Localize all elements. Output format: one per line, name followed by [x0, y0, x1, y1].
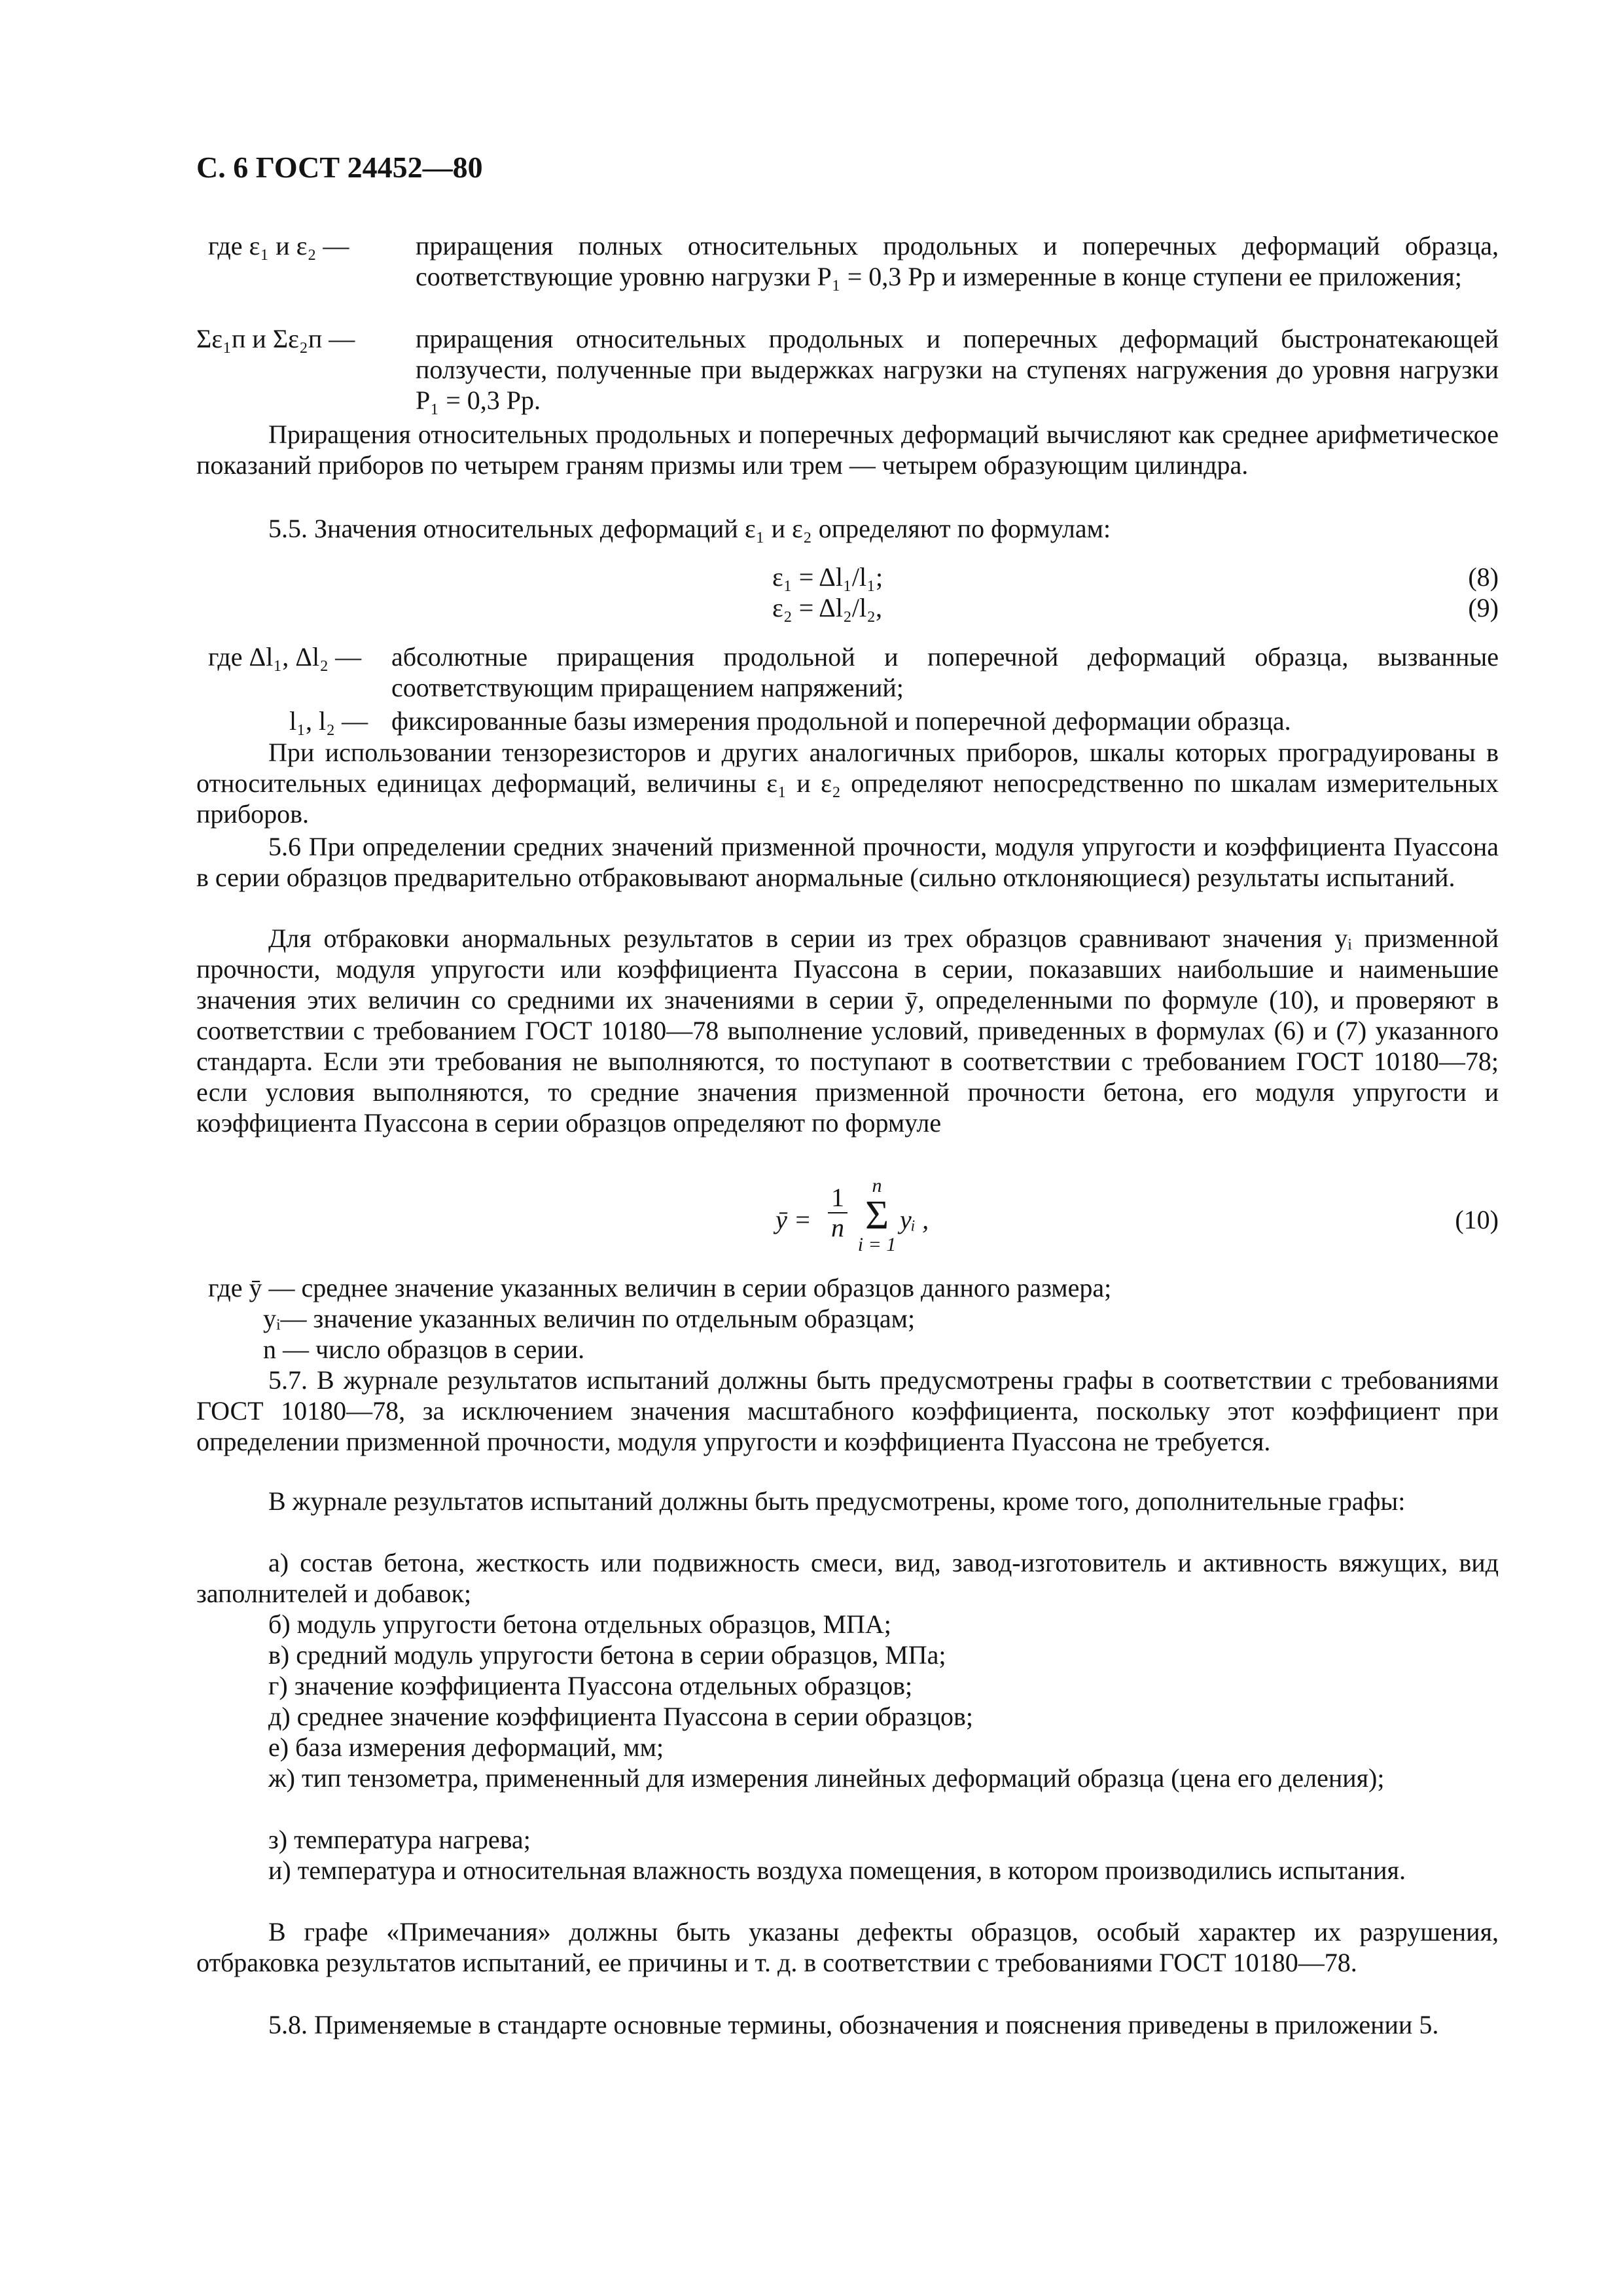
definition-n: n — число образцов в серии.: [263, 1335, 585, 1364]
list-item: з) температура нагрева;: [268, 1825, 531, 1854]
equation-number: (10): [1455, 1205, 1499, 1234]
equation-10: [196, 1172, 1499, 1270]
paragraph-5-6: 5.6 При определении средних значений призменной прочности, модуля упругости и коэффициента Пуассона в серии образцов предварительно отбраковывают анормальные (сильно отклоняющиеся) результаты испытаний.: [196, 832, 1499, 892]
paragraph-5-7: 5.7. В журнале результатов испытаний должны быть предусмотрены графы в соответствии с требованиями ГОСТ 10180—78, за исключением значения масштабного коэффициента, поскольку этот коэффициент при определении призменной прочности, модуля упругости и коэффициента Пуассона не требуется.: [196, 1365, 1499, 1456]
equation-lhs: ȳ =: [776, 1205, 812, 1234]
definition-term: l₁, l₂ —: [289, 706, 368, 736]
list-item: г) значение коэффициента Пуассона отдельных образцов;: [268, 1671, 913, 1700]
fraction-numerator: 1: [831, 1183, 844, 1212]
definition-desc: приращения относительных продольных и поперечных деформаций быстронатекающей ползучести, полученные при выдержках нагрузки на ступенях нагружения до уровня нагрузки P₁ = 0,3 Pр.: [416, 324, 1499, 415]
list-item: е) база измерения деформаций, мм;: [268, 1732, 664, 1762]
summation-lower: i = 1: [857, 1234, 897, 1255]
paragraph-rejection: Для отбраковки анормальных результатов в серии из трех образцов сравнивают значения yᵢ призменной прочности, модуля упругости или коэффициента Пуассона в серии, показавших наибольшие и наименьшие значения этих величин со средними их значениями в серии ȳ, определенными по формуле (10), и проверяют в соответствии с требованием ГОСТ 10180—78 выполнение условий, приведенных в формулах (6) и (7) указанного стандарта. Если эти требования не выполняются, то поступают в соответствии с требованием ГОСТ 10180—78; если условия выполняются, то средние значения призменной прочности бетона, его модуля упругости и коэффициента Пуассона в серии образцов определяют по формуле: [196, 924, 1499, 1138]
paragraph-tenzo: При использовании тензорезисторов и других аналогичных приборов, шкалы которых проградуированы в относительных единицах деформаций, величины ε₁ и ε₂ определяют непосредственно по шкалам измерительных приборов.: [196, 738, 1499, 829]
summation-upper: n: [872, 1175, 882, 1196]
equation-rhs: yᵢ ,: [900, 1205, 929, 1234]
definition-term: Σε₁п и Σε₂п —: [196, 324, 355, 353]
list-item: и) температура и относительная влажность воздуха помещения, в котором производились испытания.: [268, 1856, 1406, 1885]
summation: [857, 1175, 897, 1256]
equation-expression: ε₂ = Δl₂/l₂,: [772, 593, 883, 622]
equation-expression: ε₁ = Δl₁/l₁;: [772, 562, 883, 592]
fraction-denominator: n: [831, 1213, 844, 1242]
summation-sign: Σ: [865, 1193, 889, 1238]
definition-desc: абсолютные приращения продольной и поперечной деформаций образца, вызванные соответствующим приращением напряжений;: [391, 642, 1499, 702]
list-item: ж) тип тензометра, примененный для измерения линейных деформаций образца (цена его деления);: [268, 1763, 1385, 1793]
definition-term: где Δl₁, Δl₂ —: [208, 642, 362, 672]
definition-delta-l: [196, 641, 1499, 704]
list-item: а) состав бетона, жесткость или подвижность смеси, вид, завод-изготовитель и активность вяжущих, вид заполнителей и добавок;: [196, 1548, 1499, 1608]
definition-y-bar: где ȳ — среднее значение указанных величин в серии образцов данного размера;: [208, 1273, 1112, 1302]
definition-y-i: yᵢ— значение указанных величин по отдельным образцам;: [263, 1304, 916, 1333]
document-page: [196, 0, 1499, 2296]
paragraph-average: Приращения относительных продольных и поперечных деформаций вычисляют как среднее арифметическое показаний приборов по четырем граням призмы или трем — четырем образующим цилиндра.: [196, 420, 1499, 480]
paragraph-notes: В графе «Примечания» должны быть указаны дефекты образцов, особый характер их разрушения, отбраковка результатов испытаний, ее причины и т. д. в соответствии с требованиями ГОСТ 10180—78.: [196, 1917, 1499, 1977]
page-header: С. 6 ГОСТ 24452—80: [196, 151, 483, 184]
list-item: б) модуль упругости бетона отдельных образцов, МПА;: [268, 1609, 891, 1639]
equation-8: [196, 562, 1499, 592]
definition-creep: [196, 323, 1499, 415]
list-item: д) среднее значение коэффициента Пуассона в серии образцов;: [268, 1702, 974, 1731]
paragraph-5-8: 5.8. Применяемые в стандарте основные термины, обозначения и пояснения приведены в приложении 5.: [268, 2010, 1439, 2039]
definition-base: [196, 706, 1499, 737]
equation-number: (9): [1468, 593, 1499, 622]
list-item: в) средний модуль упругости бетона в серии образцов, МПа;: [268, 1640, 946, 1670]
equation-number: (8): [1468, 562, 1499, 592]
definition-epsilon: [196, 230, 1499, 322]
definition-desc: фиксированные базы измерения продольной и поперечной деформации образца.: [391, 706, 1291, 736]
paragraph-5-5: 5.5. Значения относительных деформаций ε₁ и ε₂ определяют по формулам:: [268, 514, 1111, 543]
equation-9: [196, 592, 1499, 623]
paragraph-journal: В журнале результатов испытаний должны быть предусмотрены, кроме того, дополнительные графы:: [268, 1486, 1406, 1516]
definition-term: где ε₁ и ε₂ —: [208, 231, 349, 260]
fraction: [828, 1185, 847, 1241]
definition-desc: приращения полных относительных продольных и поперечных деформаций образца, соответствующие уровню нагрузки P₁ = 0,3 Pр и измеренные в конце ступени ее приложения;: [416, 231, 1499, 291]
